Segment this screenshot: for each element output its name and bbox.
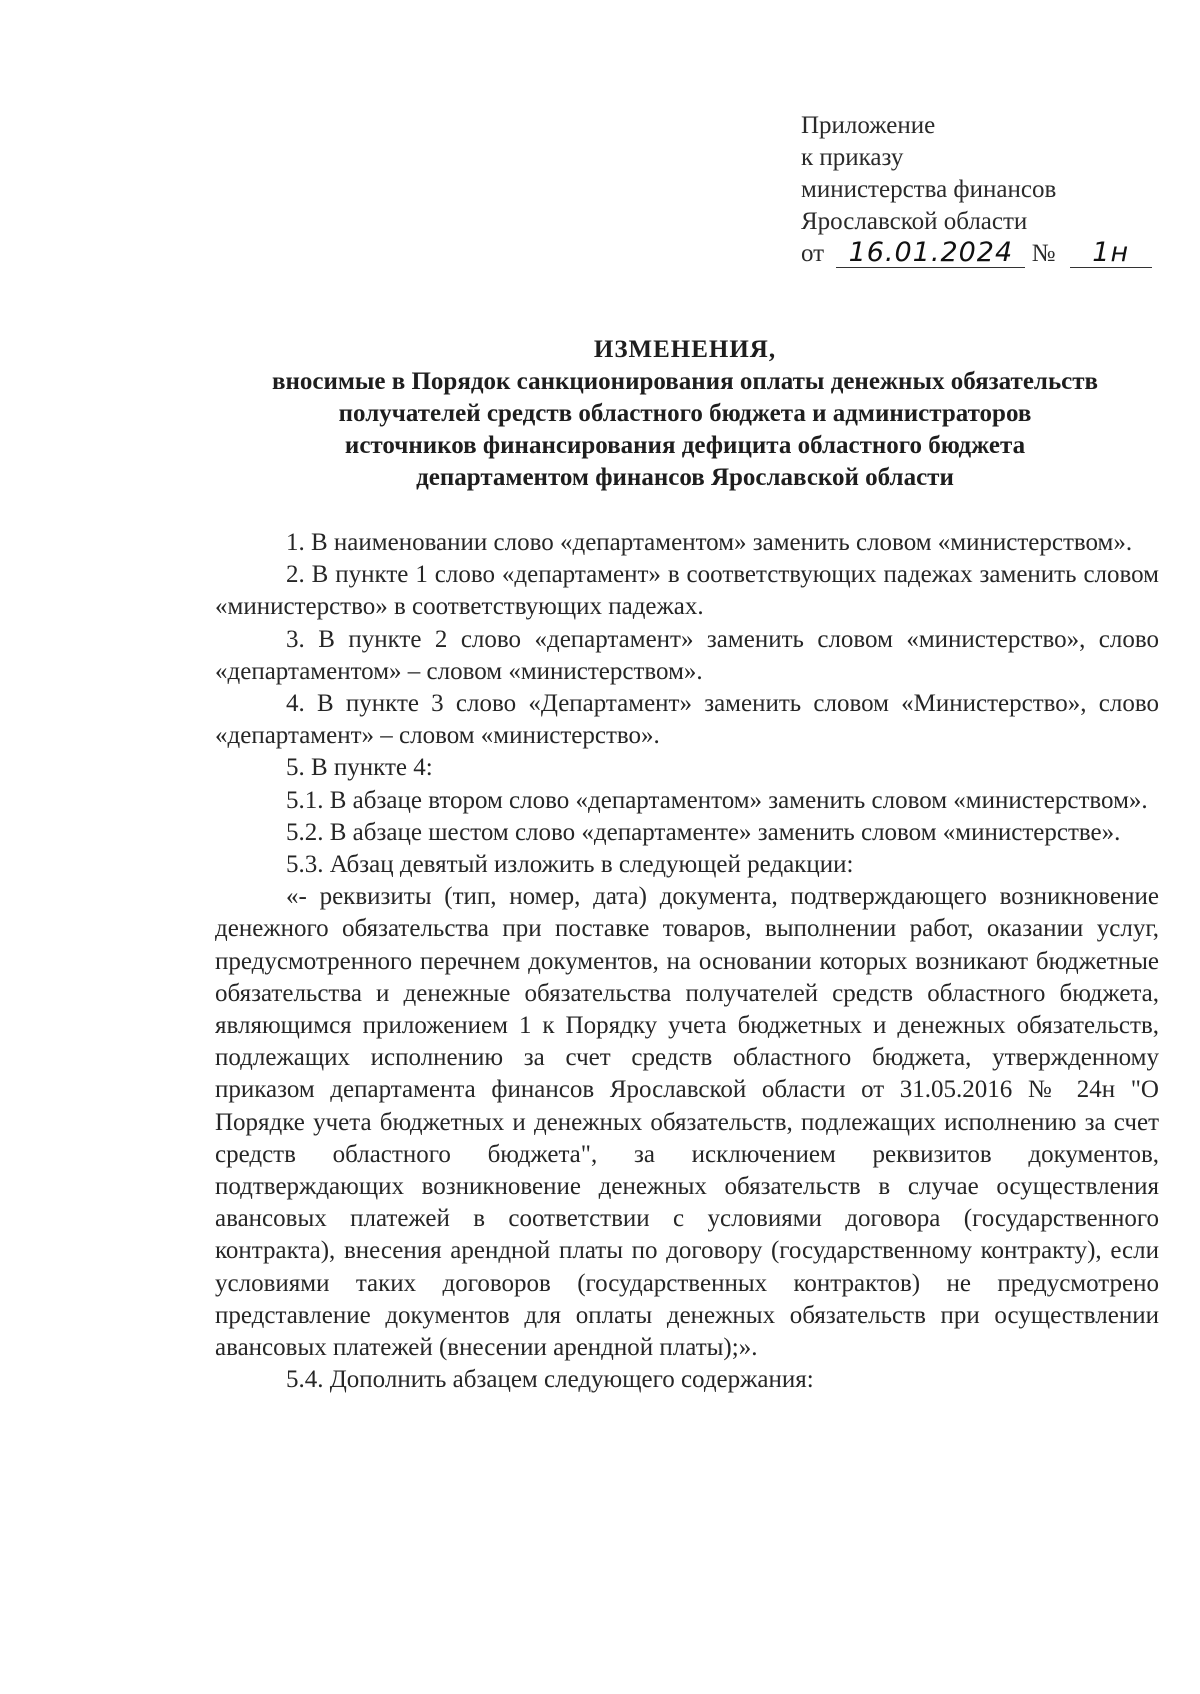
paragraph-5-3: 5.3. Абзац девятый изложить в следующей редакции: [286,851,854,879]
paragraph-quoted-text: «- реквизиты (тип, номер, дата) документа, подтверждающего возникновение денежного обязательства при поставке товаров, выполнении работ, оказании услуг, предусмотренного перечнем документов, на основании которых возникают бюджетные обязательства и денежные обязательства получателей средств областного бюджета, являющимся приложением 1 к Порядку учета бюджетных и денежных обязательств, подлежащих исполнению за счет средств областного бюджета, утвержденному приказом департамента финансов Ярославской области от 31.05.2016 № 24н "О Порядке учета бюджетных и денежных обязательств, подлежащих исполнению за счет средств областного бюджета", за исключением реквизитов документов, подтверждающих возникновение денежных обязательств в случае осуществления авансовых платежей в соответствии с условиями договора (государственного контракта), внесения арендной платы по договору (государственному контракту), если условиями таких договоров (государственных контрактов) не предусмотрено представление документов для оплаты денежных обязательств при осуществлении авансовых платежей (внесении арендной платы);». [215,883,1159,1362]
paragraph-2: 2. В пункте 1 слово «департамент» в соответствующих падежах заменить словом «министерство» в соответствующих падежах. [215,561,1159,621]
attachment-block [801,110,1161,270]
attachment-line: к приказу [801,144,904,171]
paragraph-5: 5. В пункте 4: [286,754,433,782]
attachment-line: министерства финансов [801,176,1057,203]
number-label: № [1031,240,1056,267]
document-body [215,527,1159,1396]
title-line: вносимые в Порядок санкционирования оплаты денежных обязательств [271,368,1099,395]
from-label: от [801,240,825,267]
paragraph-5-4: 5.4. Дополнить абзацем следующего содержания: [286,1366,814,1394]
document-title [200,334,1170,494]
paragraph-4: 4. В пункте 3 слово «Департамент» заменить словом «Министерство», слово «департамент» – словом «министерство». [215,690,1159,750]
paragraph-5-1: 5.1. В абзаце втором слово «департаментом» заменить словом «министерством». [286,786,1148,814]
handwritten-date: 16.01.2024 [836,239,1025,268]
paragraph-5-2: 5.2. В абзаце шестом слово «департаменте» заменить словом «министерстве». [286,818,1121,846]
paragraph-1: 1. В наименовании слово «департаментом» заменить словом «министерством». [286,529,1133,556]
order-date-number-line [801,238,1161,270]
title-line: источников финансирования дефицита областного бюджета [344,432,1026,459]
handwritten-number: 1н [1070,239,1152,268]
title-heading: ИЗМЕНЕНИЯ, [593,336,777,363]
paragraph-3: 3. В пункте 2 слово «департамент» заменить словом «министерство», слово «департаментом» – словом «министерством». [215,625,1159,685]
title-line: получателей средств областного бюджета и администраторов [338,400,1032,427]
attachment-line: Приложение [801,112,936,139]
title-line: департаментом финансов Ярославской области [416,464,954,491]
attachment-line: Ярославской области [801,208,1028,235]
